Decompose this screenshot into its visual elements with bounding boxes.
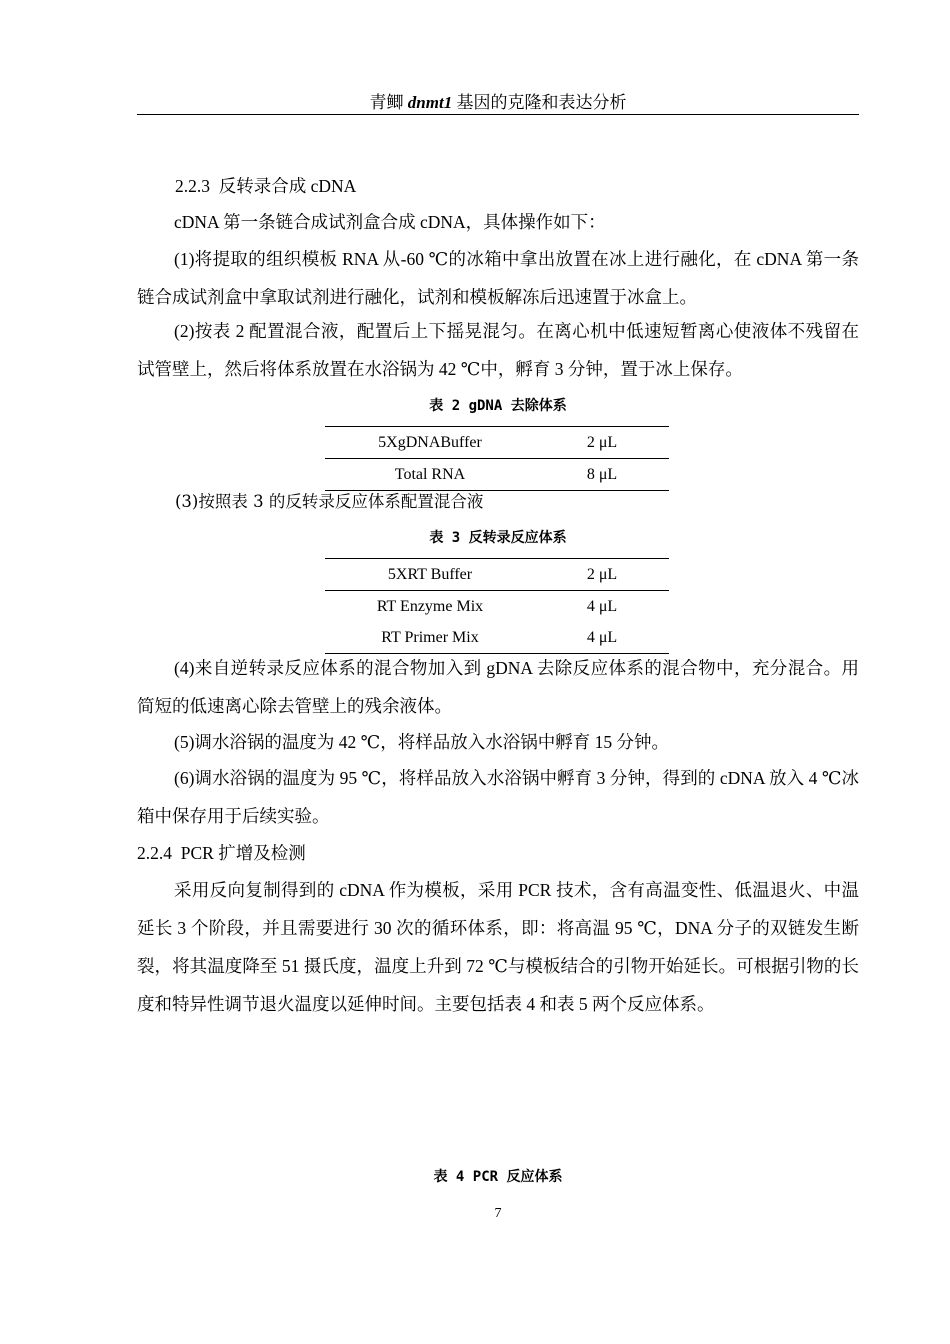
paragraph-step-5: (5)调水浴锅的温度为 42 ℃，将样品放入水浴锅中孵育 15 分钟。 (174, 732, 669, 752)
paragraph-pcr: 采用反向复制得到的 cDNA 作为模板，采用 PCR 技术，含有高温变性、低温退火、中温延长 3 个阶段，并且需要进行 30 次的循环体系，即：将高温 95 ℃，DNA 分子的双链发生断裂，将其温度降至 51 摄氏度，温度上升到 72 ℃与模板结合的引物开始延长。可根据引物的长度和特异性调节退火温度以延伸时间。主要包括表 4 和表 5 两个反应体系。 (137, 880, 859, 1014)
section-title: 反转录合成 cDNA (218, 176, 357, 196)
table-cell-value: 2 μL (535, 559, 669, 591)
section-heading-2-2-3 (175, 174, 356, 198)
table-3 (325, 558, 669, 654)
table-4-caption: 表 4 PCR 反应体系 (433, 1169, 563, 1185)
table-cell-value: 4 μL (535, 622, 669, 654)
header-title-suffix: 基因的克隆和表达分析 (452, 93, 627, 112)
table-cell-name: RT Enzyme Mix (376, 597, 484, 615)
section-heading-2-2-4 (137, 841, 306, 865)
table-2 (325, 426, 669, 491)
header-gene-name: dnmt1 (407, 93, 453, 112)
table-2-caption: 表 2 gDNA 去除体系 (429, 398, 567, 414)
table-3-caption: 表 3 反转录反应体系 (429, 530, 567, 546)
header-rule (137, 114, 859, 115)
paragraph-step-6: (6)调水浴锅的温度为 95 ℃，将样品放入水浴锅中孵育 3 分钟，得到的 cDNA 放入 4 ℃冰箱中保存用于后续实验。 (137, 768, 859, 826)
paragraph-step-4: (4)来自逆转录反应体系的混合物加入到 gDNA 去除反应体系的混合物中，充分混合。用简短的低速离心除去管壁上的残余液体。 (137, 658, 859, 716)
table-cell-value: 8 μL (535, 459, 669, 491)
section-title: PCR 扩增及检测 (180, 843, 306, 863)
table-cell-value: 4 μL (586, 597, 618, 615)
table-row (325, 427, 669, 459)
paragraph-step-2: (2)按表 2 配置混合液，配置后上下摇晃混匀。在离心机中低速短暂离心使液体不残留在试管壁上，然后将体系放置在水浴锅为 42 ℃中，孵育 3 分钟，置于冰上保存。 (137, 321, 859, 379)
header-title-prefix: 青鲫 (369, 93, 408, 112)
page-number: 7 (494, 1206, 502, 1221)
section-number: 2.2.4 (137, 843, 172, 863)
table-cell-value: 2 μL (535, 427, 669, 459)
paragraph-intro: cDNA 第一条链合成试剂盒合成 cDNA，具体操作如下： (174, 212, 606, 232)
table-cell-name: 5XRT Buffer (325, 559, 535, 591)
paragraph-step-3: (3)按照表 3 的反转录反应体系配置混合液 (175, 492, 484, 511)
table-cell-name: Total RNA (325, 459, 535, 491)
running-header (137, 91, 859, 115)
section-number: 2.2.3 (175, 176, 210, 196)
paragraph-step-1: (1)将提取的组织模板 RNA 从-60 ℃的冰箱中拿出放置在冰上进行融化，在 cDNA 第一条链合成试剂盒中拿取试剂进行融化，试剂和模板解冻后迅速置于冰盒上。 (137, 249, 859, 307)
table-cell-name: RT Primer Mix (325, 622, 535, 654)
table-row (325, 559, 669, 591)
table-cell-name: 5XgDNABuffer (325, 427, 535, 459)
table-row (325, 591, 669, 623)
